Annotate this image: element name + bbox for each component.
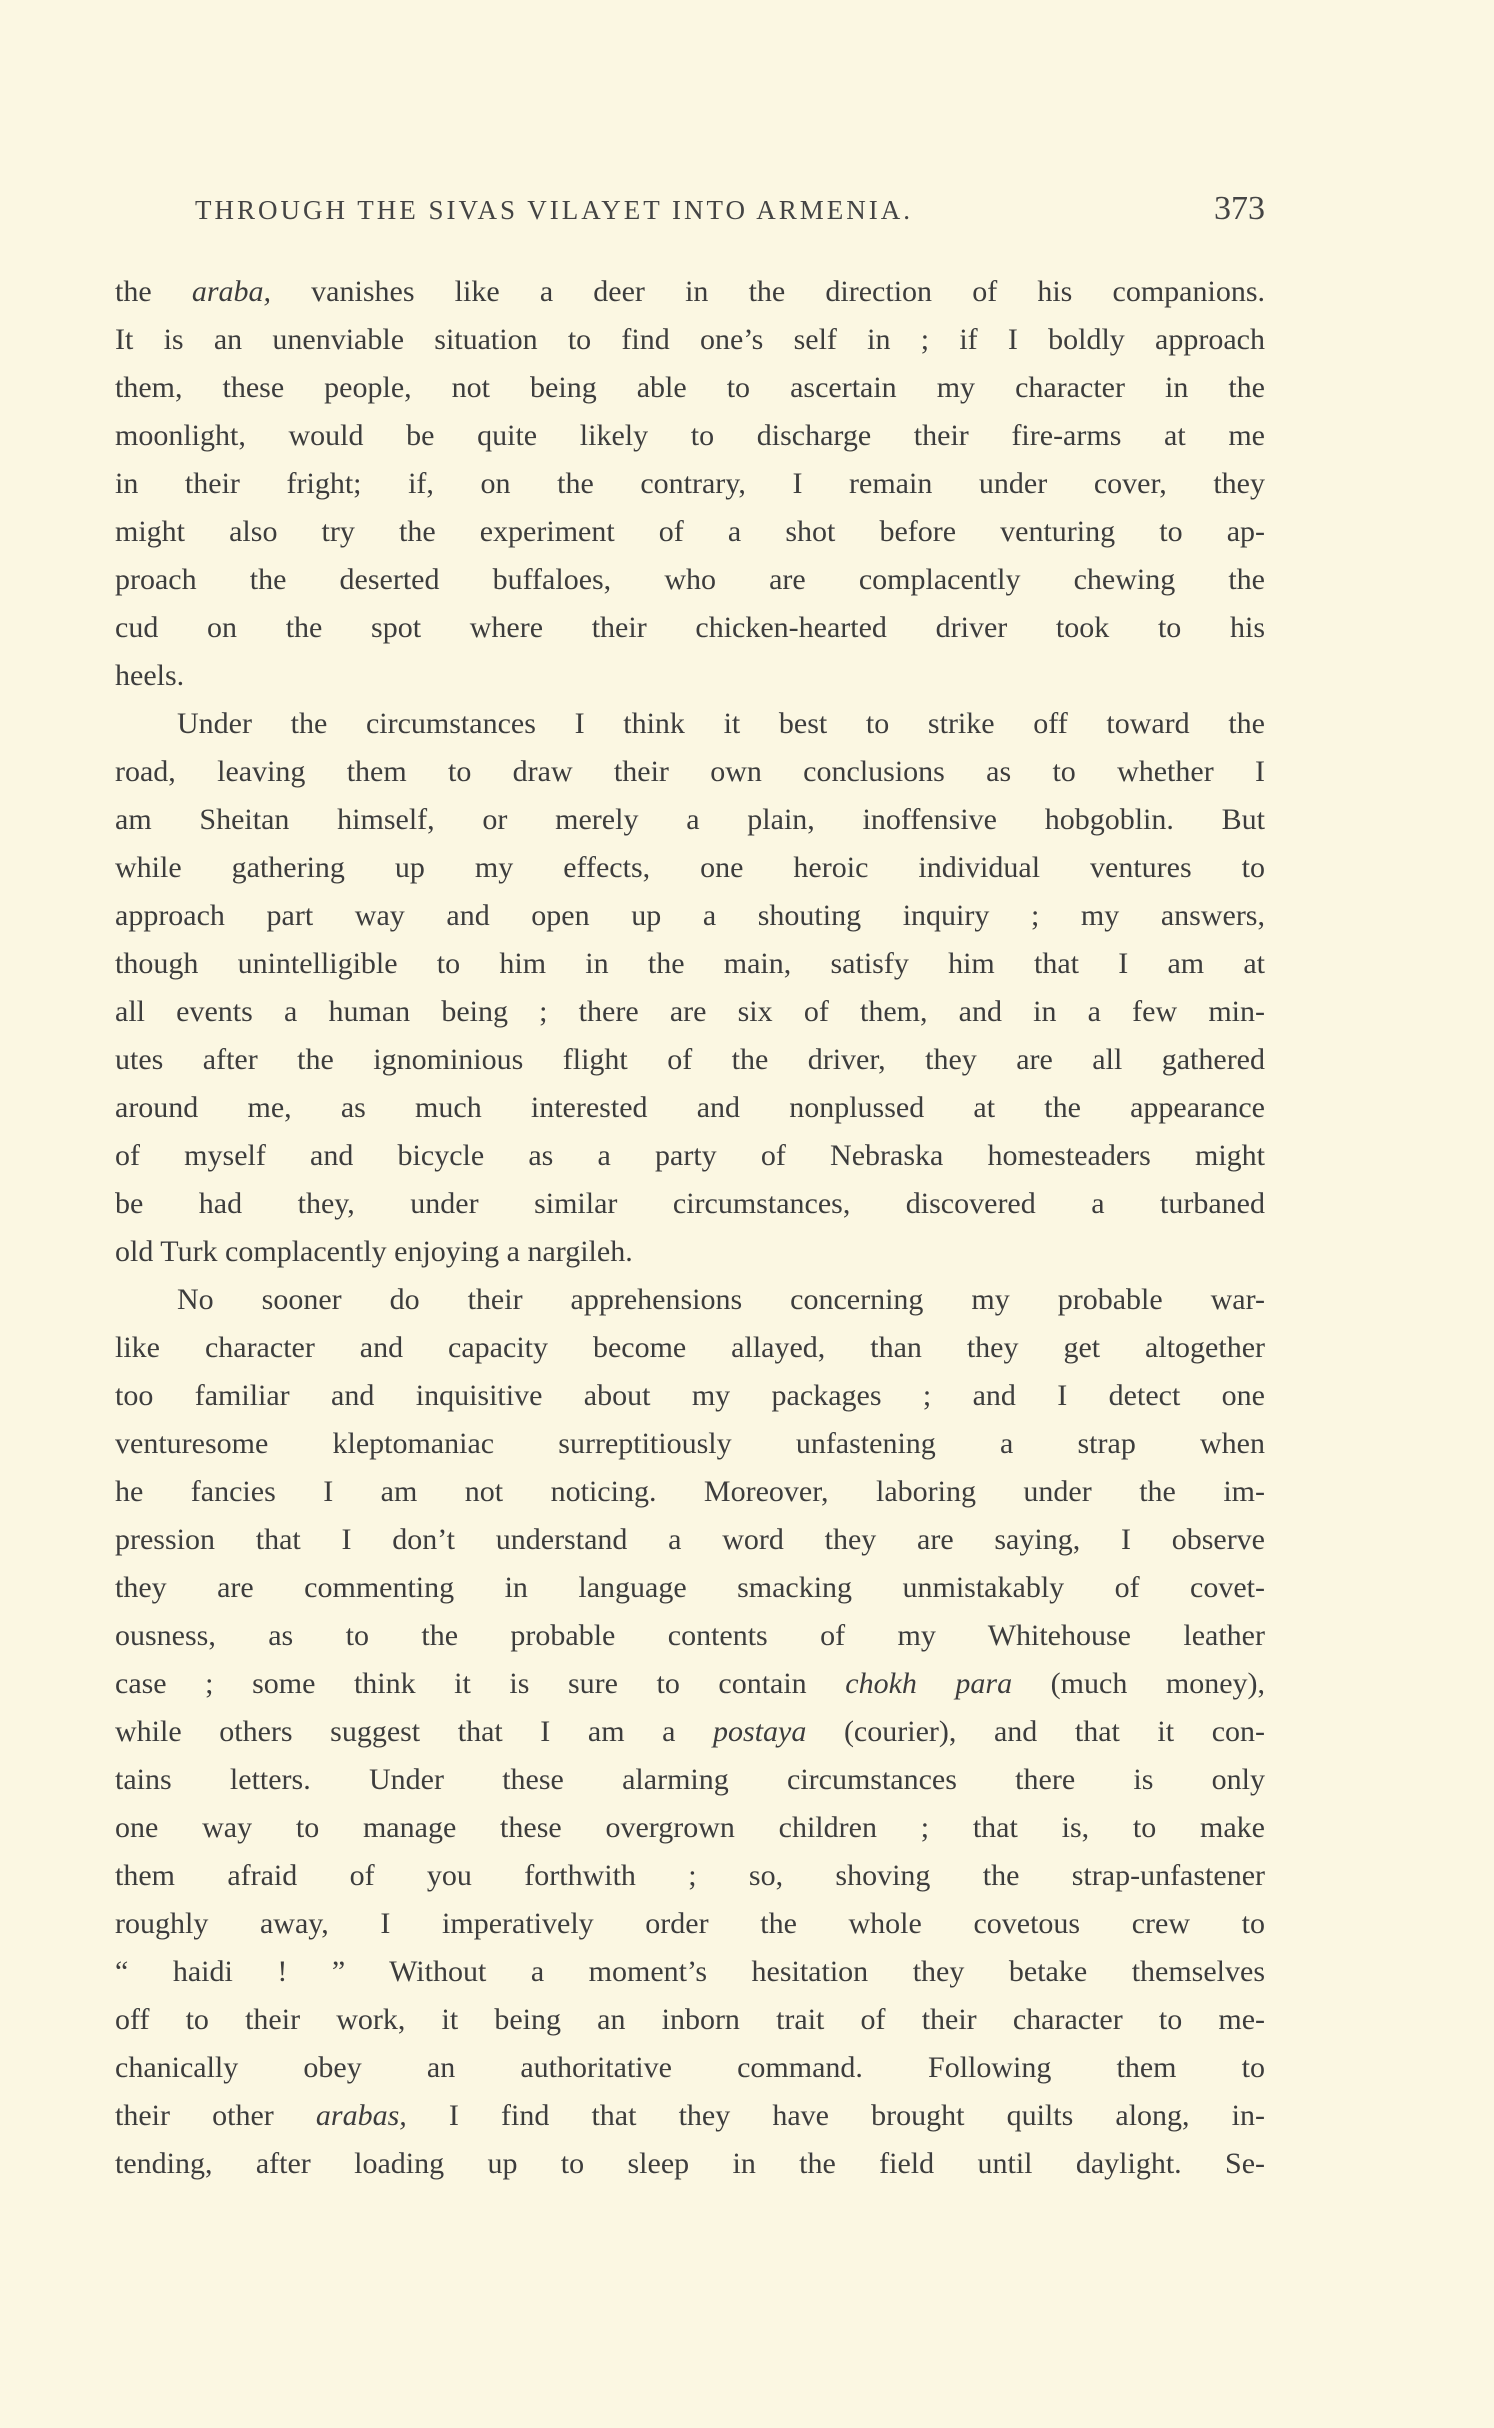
text-run: case ; some think it is sure to contain — [115, 1667, 846, 1700]
text-line — [115, 892, 1265, 940]
text-run: venturesome kleptomaniac surreptitiously unfastening a strap when — [115, 1427, 1265, 1460]
text-run: be had they, under similar circumstances, discovered a turbaned — [115, 1187, 1265, 1220]
text-run: them afraid of you forthwith ; so, shoving the strap-unfastener — [115, 1859, 1265, 1892]
text-line — [115, 460, 1265, 508]
text-run: old Turk complacently enjoying a nargileh. — [115, 1235, 633, 1268]
text-line — [115, 1804, 1265, 1852]
text-run: vanishes like a deer in the direction of his companions. — [271, 275, 1266, 308]
text-line — [115, 1564, 1265, 1612]
text-line — [115, 796, 1265, 844]
text-line — [115, 700, 1265, 748]
text-run: Under the circumstances I think it best to strike off toward the — [177, 707, 1265, 740]
text-run: (courier), and that it con- — [806, 1715, 1265, 1748]
text-line — [115, 940, 1265, 988]
text-run: in their fright; if, on the contrary, I remain under cover, they — [115, 467, 1265, 500]
page-number: 373 — [1214, 190, 1265, 227]
text-run: off to their work, it being an inborn trait of their character to me- — [115, 2003, 1265, 2036]
text-line — [115, 748, 1265, 796]
text-run: ousness, as to the probable contents of my Whitehouse leather — [115, 1619, 1265, 1652]
text-run: their other — [115, 2099, 316, 2132]
italic-text: chokh para — [845, 1667, 1013, 1700]
text-run: tending, after loading up to sleep in the field until daylight. Se- — [115, 2147, 1265, 2180]
text-run: all events a human being ; there are six of them, and in a few min- — [115, 995, 1265, 1028]
text-run: heels. — [115, 659, 185, 692]
text-line — [115, 2140, 1265, 2188]
text-line — [115, 1468, 1265, 1516]
text-run: tains letters. Under these alarming circumstances there is only — [115, 1763, 1265, 1796]
text-line — [115, 1948, 1265, 1996]
text-line — [115, 1324, 1265, 1372]
text-run: around me, as much interested and nonplussed at the appearance — [115, 1091, 1265, 1124]
text-run: approach part way and open up a shouting inquiry ; my answers, — [115, 899, 1265, 932]
text-line — [115, 1084, 1265, 1132]
text-run: though unintelligible to him in the main, satisfy him that I am at — [115, 947, 1265, 980]
text-run: while others suggest that I am a — [115, 1715, 714, 1748]
text-line — [115, 2092, 1265, 2140]
text-line — [115, 1852, 1265, 1900]
text-run: one way to manage these overgrown children ; that is, to make — [115, 1811, 1265, 1844]
italic-text: arabas, — [315, 2099, 407, 2132]
text-line — [115, 1708, 1265, 1756]
text-line — [115, 556, 1265, 604]
text-run: roughly away, I imperatively order the whole covetous crew to — [115, 1907, 1265, 1940]
text-run: am Sheitan himself, or merely a plain, inoffensive hobgoblin. But — [115, 803, 1265, 836]
text-line — [115, 1660, 1265, 1708]
text-line — [115, 1180, 1265, 1228]
text-line — [115, 1900, 1265, 1948]
text-line — [115, 364, 1265, 412]
text-run: “ haidi ! ” Without a moment’s hesitation they betake themselves — [115, 1955, 1265, 1988]
text-run: No sooner do their apprehensions concerning my probable war- — [177, 1283, 1265, 1316]
text-run: moonlight, would be quite likely to discharge their fire-arms at me — [115, 419, 1265, 452]
text-line — [115, 1036, 1265, 1084]
text-line — [115, 1756, 1265, 1804]
text-line — [115, 1612, 1265, 1660]
text-line — [115, 1420, 1265, 1468]
text-run: while gathering up my effects, one heroic individual ventures to — [115, 851, 1265, 884]
text-run: It is an unenviable situation to find one’s self in ; if I boldly approach — [115, 323, 1265, 356]
text-run: pression that I don’t understand a word they are saying, I observe — [115, 1523, 1265, 1556]
text-run: he fancies I am not noticing. Moreover, laboring under the im- — [115, 1475, 1265, 1508]
text-line — [115, 1276, 1265, 1324]
text-run: too familiar and inquisitive about my packages ; and I detect one — [115, 1379, 1265, 1412]
text-run: utes after the ignominious flight of the driver, they are all gathered — [115, 1043, 1265, 1076]
text-line — [115, 268, 1265, 316]
text-run: road, leaving them to draw their own conclusions as to whether I — [115, 755, 1265, 788]
running-head — [195, 190, 1265, 230]
text-line — [115, 1372, 1265, 1420]
body-text — [115, 268, 1265, 2188]
text-line — [115, 412, 1265, 460]
text-line — [115, 1132, 1265, 1180]
text-run: like character and capacity become allayed, than they get altogether — [115, 1331, 1265, 1364]
text-run: of myself and bicycle as a party of Nebraska homesteaders might — [115, 1139, 1265, 1172]
text-line — [115, 604, 1265, 652]
italic-text: postaya — [713, 1715, 807, 1748]
text-run: the — [115, 275, 192, 308]
text-run: (much money), — [1012, 1667, 1266, 1700]
text-line — [115, 508, 1265, 556]
text-run: them, these people, not being able to ascertain my character in the — [115, 371, 1265, 404]
text-run: cud on the spot where their chicken-hearted driver took to his — [115, 611, 1265, 644]
text-run: chanically obey an authoritative command. Following them to — [115, 2051, 1265, 2084]
text-line — [115, 1228, 1265, 1276]
running-title: THROUGH THE SIVAS VILAYET INTO ARMENIA. — [195, 195, 914, 225]
text-run: proach the deserted buffaloes, who are complacently chewing the — [115, 563, 1265, 596]
text-run: I find that they have brought quilts along, in- — [406, 2099, 1266, 2132]
text-line — [115, 316, 1265, 364]
text-run: might also try the experiment of a shot before venturing to ap- — [115, 515, 1265, 548]
text-line — [115, 988, 1265, 1036]
text-line — [115, 652, 1265, 700]
text-run: they are commenting in language smacking unmistakably of covet- — [115, 1571, 1265, 1604]
text-line — [115, 844, 1265, 892]
text-line — [115, 1996, 1265, 2044]
italic-text: araba, — [191, 275, 272, 308]
text-line — [115, 1516, 1265, 1564]
text-line — [115, 2044, 1265, 2092]
